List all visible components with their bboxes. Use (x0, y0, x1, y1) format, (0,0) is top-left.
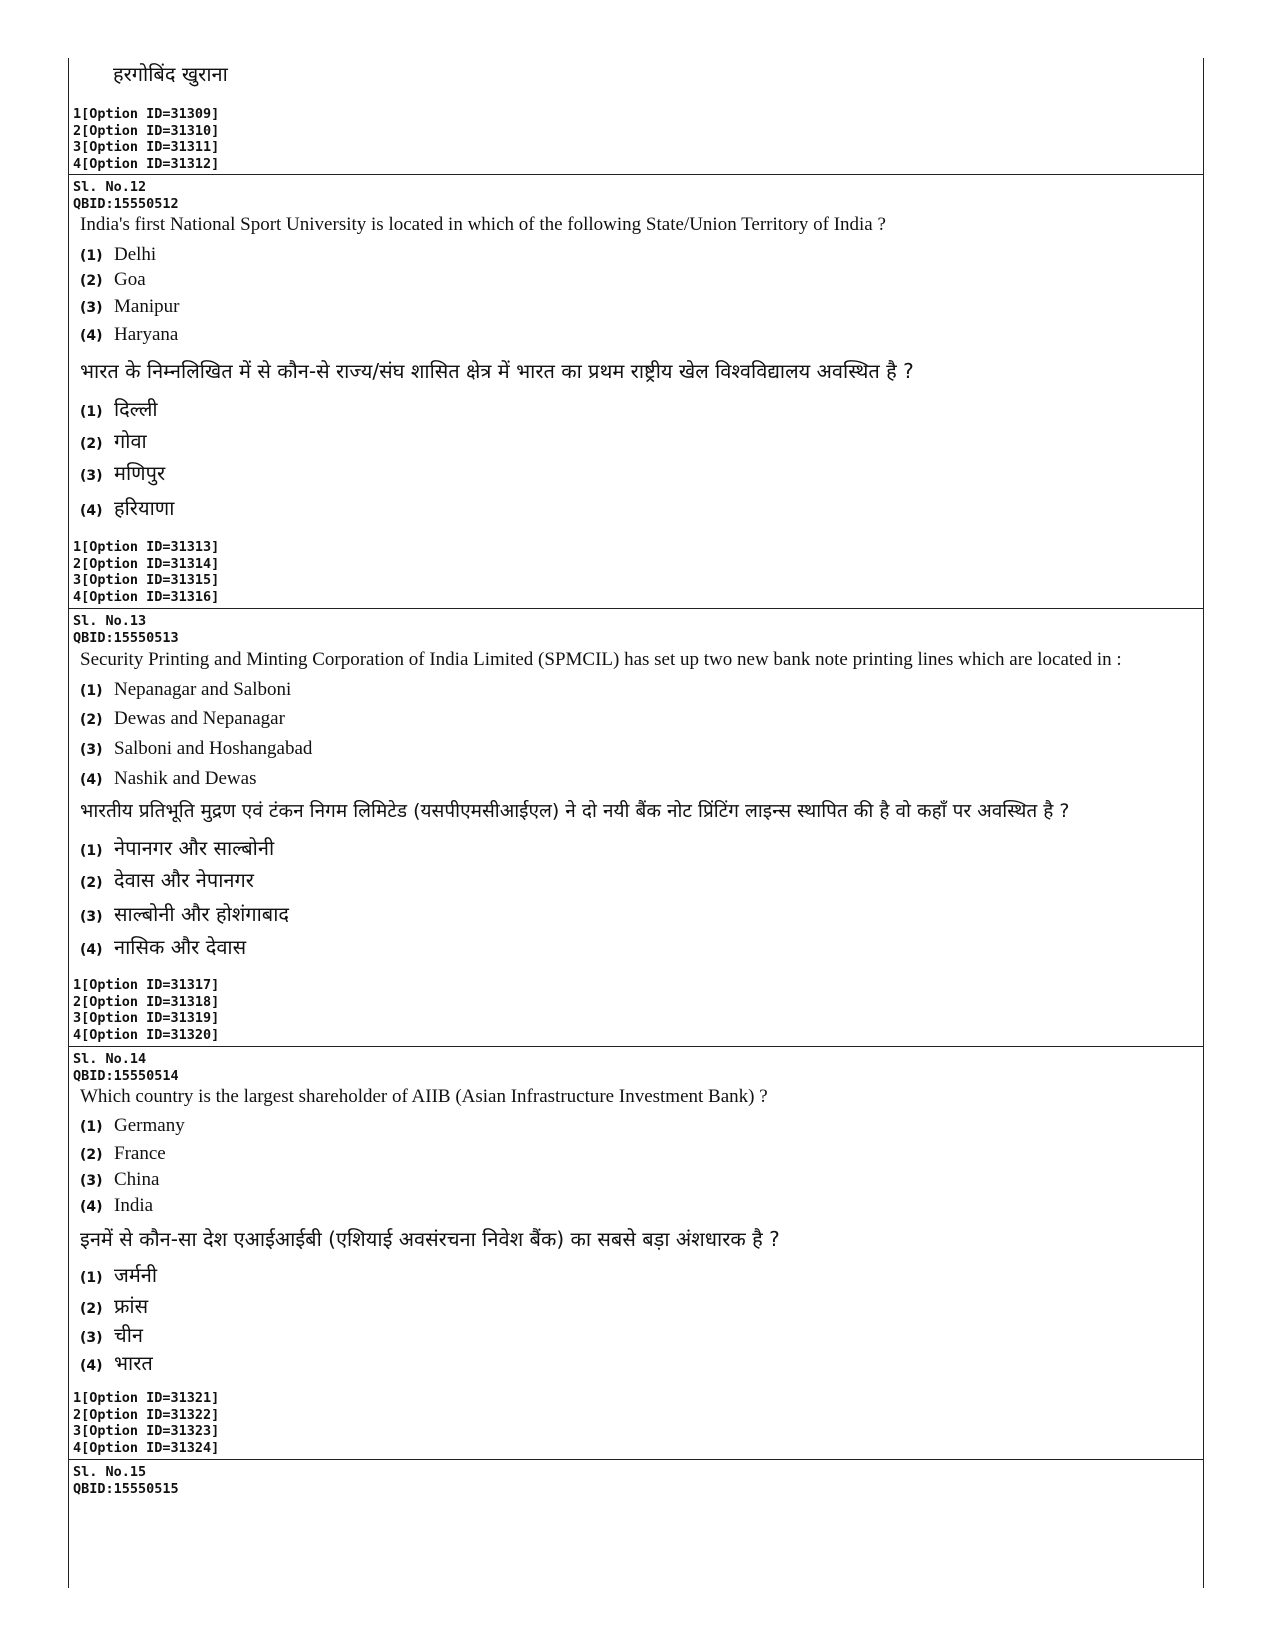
q13-option-hi-1: (1) नेपानगर और साल्बोनी (80, 836, 275, 860)
question-14-hindi: इनमें से कौन-सा देश एआईआईबी (एशियाई अवसंरचना निवेश बैंक) का सबसे बड़ा अंशधारक है ? (80, 1227, 780, 1251)
option-id-line: 1[Option ID=31313] (73, 539, 220, 555)
qbid: QBID:15550515 (73, 1480, 179, 1497)
question-14-english: Which country is the largest shareholder of AIIB (Asian Infrastructure Investment Bank) ? (80, 1086, 768, 1107)
q12-option-hi-1: (1) दिल्ली (80, 397, 158, 421)
divider (68, 608, 1204, 609)
qbid: QBID:15550513 (73, 629, 179, 646)
q14-option-hi-2: (2) फ्रांस (80, 1294, 149, 1318)
question-13-header (73, 613, 179, 646)
q13-option-en-1: (1) Nepanagar and Salboni (80, 679, 292, 700)
serial-number: Sl. No.13 (73, 613, 147, 629)
q14-option-hi-3: (3) चीन (80, 1323, 143, 1347)
option-id-line: 3[Option ID=31311] (73, 139, 220, 155)
option-id-line: 3[Option ID=31323] (73, 1423, 220, 1439)
page-frame (68, 58, 1204, 1588)
option-id-line: 2[Option ID=31314] (73, 555, 220, 572)
divider (68, 1046, 1204, 1047)
q13-option-en-3: (3) Salboni and Hoshangabad (80, 738, 313, 759)
q12-option-hi-4: (4) हरियाणा (80, 496, 175, 520)
question-13-english: Security Printing and Minting Corporation of India Limited (SPMCIL) has set up two new bank note printing lines which are located in : (80, 649, 1122, 670)
option-id-line: 4[Option ID=31320] (73, 1026, 220, 1043)
serial-number: Sl. No.12 (73, 179, 147, 195)
option-id-line: 3[Option ID=31315] (73, 572, 220, 588)
option-id-line: 3[Option ID=31319] (73, 1010, 220, 1026)
qbid: QBID:15550512 (73, 195, 179, 212)
q12-option-ids (73, 539, 219, 605)
q14-option-en-2: (2) France (80, 1143, 166, 1164)
q12-option-en-1: (1) Delhi (80, 244, 157, 265)
option-id-line: 2[Option ID=31318] (73, 993, 220, 1010)
option-id-line: 2[Option ID=31322] (73, 1406, 220, 1423)
question-13-hindi: भारतीय प्रतिभूति मुद्रण एवं टंकन निगम लिमिटेड (यसपीएमसीआईएल) ने दो नयी बैंक नोट प्रिंटिंग लाइन्स स्थापित की है वो कहाँ पर अवस्थित है ? (80, 800, 1070, 822)
question-12-hindi: भारत के निम्नलिखित में से कौन-से राज्य/संघ शासित क्षेत्र में भारत का प्रथम राष्ट्रीय खेल विश्वविद्यालय अवस्थित है ? (80, 359, 914, 383)
q14-option-hi-4: (4) भारत (80, 1351, 153, 1375)
qbid: QBID:15550514 (73, 1067, 179, 1084)
q14-option-en-4: (4) India (80, 1195, 154, 1216)
question-12-english: India's first National Sport University is located in which of the following State/Union Territory of India ? (80, 214, 886, 235)
q12-option-hi-2: (2) गोवा (80, 429, 147, 453)
q13-option-hi-2: (2) देवास और नेपानगर (80, 868, 254, 892)
prev-answer-hindi: हरगोबिंद खुराना (113, 62, 228, 86)
option-id-line: 4[Option ID=31324] (73, 1439, 220, 1456)
q12-option-hi-3: (3) मणिपुर (80, 461, 166, 485)
q13-option-hi-4: (4) नासिक और देवास (80, 935, 247, 959)
option-id-line: 1[Option ID=31309] (73, 106, 220, 122)
question-12-header (73, 179, 179, 212)
q12-option-en-4: (4) Haryana (80, 324, 179, 345)
option-id-line: 1[Option ID=31317] (73, 977, 220, 993)
option-id-line: 2[Option ID=31310] (73, 122, 220, 139)
serial-number: Sl. No.14 (73, 1051, 147, 1067)
option-id-line: 4[Option ID=31316] (73, 588, 220, 605)
question-14-header (73, 1051, 179, 1084)
divider (68, 174, 1204, 175)
q14-option-en-3: (3) China (80, 1169, 160, 1190)
q13-option-ids (73, 977, 219, 1043)
prev-option-ids (73, 106, 219, 172)
option-id-line: 4[Option ID=31312] (73, 155, 220, 172)
option-id-line: 1[Option ID=31321] (73, 1390, 220, 1406)
q12-option-en-3: (3) Manipur (80, 296, 180, 317)
q14-option-hi-1: (1) जर्मनी (80, 1263, 158, 1287)
q13-option-en-2: (2) Dewas and Nepanagar (80, 708, 285, 729)
q14-option-ids (73, 1390, 219, 1456)
serial-number: Sl. No.15 (73, 1464, 147, 1480)
q14-option-en-1: (1) Germany (80, 1115, 185, 1136)
q13-option-en-4: (4) Nashik and Dewas (80, 768, 257, 789)
q12-option-en-2: (2) Goa (80, 269, 146, 290)
divider (68, 1459, 1204, 1460)
question-15-header (73, 1464, 179, 1497)
q13-option-hi-3: (3) साल्बोनी और होशंगाबाद (80, 902, 290, 926)
